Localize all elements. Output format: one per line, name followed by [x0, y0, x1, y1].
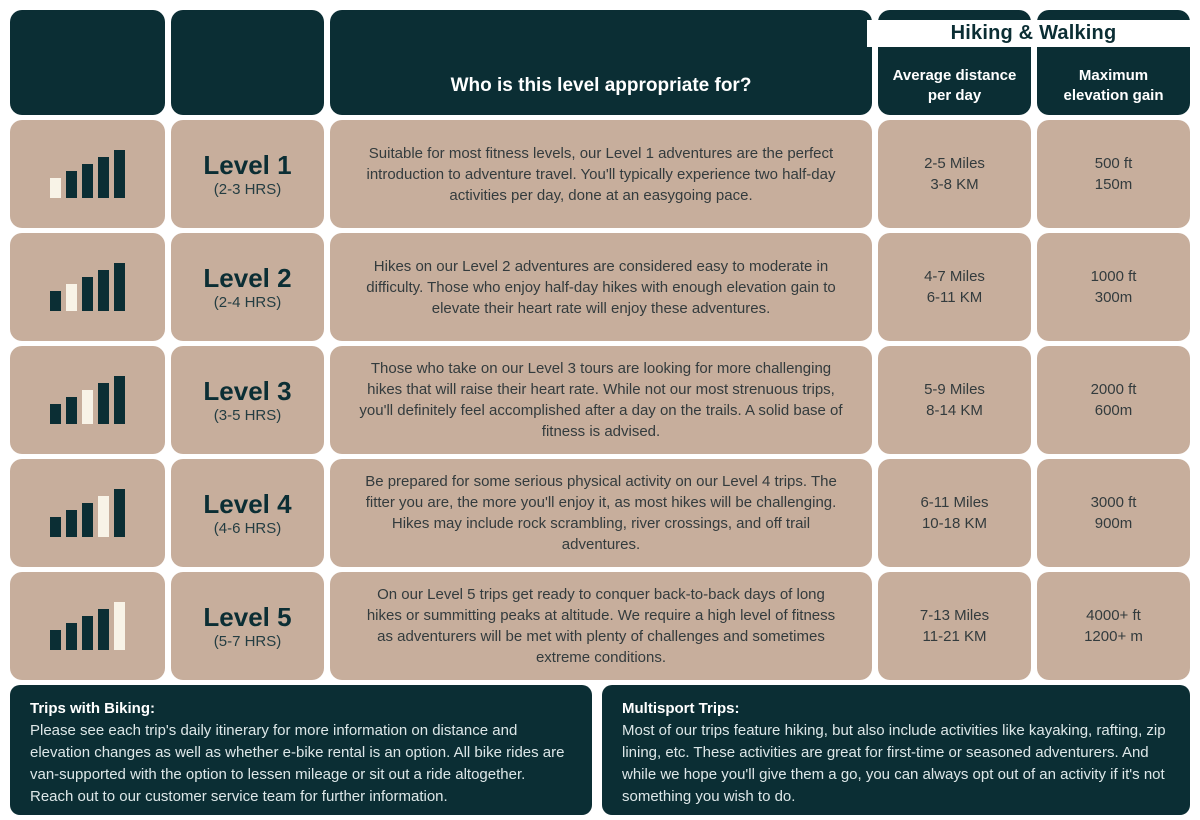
difficulty-bars-icon — [50, 602, 125, 650]
bar-1 — [50, 404, 61, 424]
distance-header-line1: Average distance — [892, 67, 1017, 84]
distance-km: 8-14 KM — [926, 402, 983, 419]
difficulty-bars-icon — [50, 489, 125, 537]
level-hours: (5-7 HRS) — [213, 632, 282, 650]
footer-multisport-title: Multisport Trips: — [622, 700, 740, 717]
level-3-distance-cell — [878, 346, 1031, 454]
level-1-distance-cell — [878, 120, 1031, 228]
elevation-ft: 500 ft — [1094, 155, 1133, 172]
bar-5 — [114, 602, 125, 650]
footer-multisport — [602, 685, 1190, 815]
level-5-description-cell — [330, 572, 872, 680]
level-description: Suitable for most fitness levels, our Level 1 adventures are the perfect introduction to adventure travel. You'll typically experience two half-day activities per day, done at an easygoing pace. — [366, 144, 836, 204]
level-hours: (2-4 HRS) — [213, 293, 282, 311]
level-description: Be prepared for some serious physical activity on our Level 4 trips. The fitter you are, the more you'll enjoy it, as most hikes will be challenging. Hikes may include rock scrambling, river crossings, and off trail adventures. — [365, 473, 837, 553]
levels-table — [10, 10, 1190, 680]
hiking-walking-band — [867, 20, 1200, 47]
level-1-icon-cell — [10, 120, 165, 228]
bar-5 — [114, 263, 125, 311]
distance-miles: 2-5 Miles — [924, 155, 985, 172]
distance-km: 10-18 KM — [921, 515, 988, 532]
bar-1 — [50, 630, 61, 650]
bar-2 — [66, 397, 77, 424]
bar-3 — [82, 503, 93, 537]
level-4-icon-cell — [10, 459, 165, 567]
level-2-distance-cell — [878, 233, 1031, 341]
bar-1 — [50, 178, 61, 198]
who-title: Who is this level appropriate for? — [450, 75, 752, 96]
level-4-distance-cell — [878, 459, 1031, 567]
level-name: Level 4 — [203, 488, 292, 519]
level-2-elevation-cell — [1037, 233, 1190, 341]
level-description: Hikes on our Level 2 adventures are considered easy to moderate in difficulty. Those who enjoy half-day hikes with enough elevation gain to elevate their heart rate will enjoy these adventures. — [366, 257, 836, 317]
bar-2 — [66, 510, 77, 537]
elevation-header-line1: Maximum — [1078, 67, 1149, 84]
footer-biking-body: Please see each trip's daily itinerary for more information on distance and elevation changes as well as whether e-bike rental is an option. All bike rides are van-supported with the option to lessen mileage or sit out a ride altogether. Reach out to our customer service team for further information. — [30, 722, 565, 805]
elevation-ft: 2000 ft — [1090, 381, 1137, 398]
difficulty-bars-icon — [50, 376, 125, 424]
level-4-name-cell — [171, 459, 324, 567]
bar-3 — [82, 277, 93, 311]
level-1-elevation-cell — [1037, 120, 1190, 228]
distance-km: 3-8 KM — [930, 176, 979, 193]
level-name: Level 3 — [203, 375, 292, 406]
level-4-description-cell — [330, 459, 872, 567]
bar-4 — [98, 270, 109, 311]
level-5-elevation-cell — [1037, 572, 1190, 680]
header-who-cell — [330, 10, 872, 115]
bar-4 — [98, 383, 109, 424]
elevation-ft: 3000 ft — [1090, 494, 1137, 511]
level-3-description-cell — [330, 346, 872, 454]
level-name: Level 5 — [203, 601, 292, 632]
level-2-description-cell — [330, 233, 872, 341]
difficulty-bars-icon — [50, 150, 125, 198]
distance-header-line2: per day — [927, 87, 982, 104]
bar-1 — [50, 517, 61, 537]
elevation-m: 150m — [1094, 176, 1133, 193]
bar-5 — [114, 376, 125, 424]
distance-km: 11-21 KM — [922, 628, 987, 645]
bar-4 — [98, 157, 109, 198]
distance-miles: 5-9 Miles — [924, 381, 985, 398]
elevation-ft: 4000+ ft — [1086, 607, 1141, 624]
bar-3 — [82, 616, 93, 650]
level-description: Those who take on our Level 3 tours are looking for more challenging hikes that will raise their heart rate. While not our most strenuous trips, you'll definitely feel accomplished after a day on the trails. A solid base of fitness is advised. — [359, 360, 843, 440]
level-hours: (2-3 HRS) — [213, 180, 282, 198]
distance-miles: 4-7 Miles — [924, 268, 985, 285]
hiking-walking-title: Hiking & Walking — [950, 22, 1117, 44]
level-3-elevation-cell — [1037, 346, 1190, 454]
distance-miles: 7-13 Miles — [919, 607, 990, 624]
elevation-m: 900m — [1094, 515, 1133, 532]
footer-multisport-body: Most of our trips feature hiking, but also include activities like kayaking, rafting, zip lining, etc. These activities are great for first-time or seasoned adventurers. And while we hope you'll give them a go, you can always opt out of an activity if it's not something you wish to do. — [622, 722, 1166, 805]
difficulty-bars-icon — [50, 263, 125, 311]
level-5-distance-cell — [878, 572, 1031, 680]
elevation-ft: 1000 ft — [1090, 268, 1137, 285]
level-hours: (3-5 HRS) — [213, 406, 282, 424]
bar-3 — [82, 164, 93, 198]
level-name: Level 2 — [203, 262, 292, 293]
level-2-name-cell — [171, 233, 324, 341]
level-4-elevation-cell — [1037, 459, 1190, 567]
level-5-icon-cell — [10, 572, 165, 680]
bar-4 — [98, 609, 109, 650]
footer-biking-title: Trips with Biking: — [30, 700, 156, 717]
footer-biking — [10, 685, 592, 815]
elevation-m: 600m — [1094, 402, 1133, 419]
elevation-m: 1200+ m — [1084, 628, 1143, 645]
bar-1 — [50, 291, 61, 311]
distance-miles: 6-11 Miles — [920, 494, 989, 511]
level-2-icon-cell — [10, 233, 165, 341]
bar-3 — [82, 390, 93, 424]
bar-2 — [66, 171, 77, 198]
elevation-header-line2: elevation gain — [1063, 87, 1164, 104]
bar-2 — [66, 623, 77, 650]
level-3-name-cell — [171, 346, 324, 454]
bar-2 — [66, 284, 77, 311]
level-description: On our Level 5 trips get ready to conquer back-to-back days of long hikes or summitting peaks at altitude. We require a high level of fitness as adventurers will be met with plenty of challenges and sometimes extreme conditions. — [366, 586, 836, 666]
level-5-name-cell — [171, 572, 324, 680]
bar-5 — [114, 489, 125, 537]
level-1-description-cell — [330, 120, 872, 228]
level-name: Level 1 — [203, 149, 292, 180]
level-hours: (4-6 HRS) — [213, 519, 282, 537]
distance-km: 6-11 KM — [926, 289, 983, 306]
elevation-m: 300m — [1094, 289, 1133, 306]
level-1-name-cell — [171, 120, 324, 228]
bar-5 — [114, 150, 125, 198]
header-level-cell — [171, 10, 324, 115]
header-icon-cell — [10, 10, 165, 115]
bar-4 — [98, 496, 109, 537]
level-3-icon-cell — [10, 346, 165, 454]
